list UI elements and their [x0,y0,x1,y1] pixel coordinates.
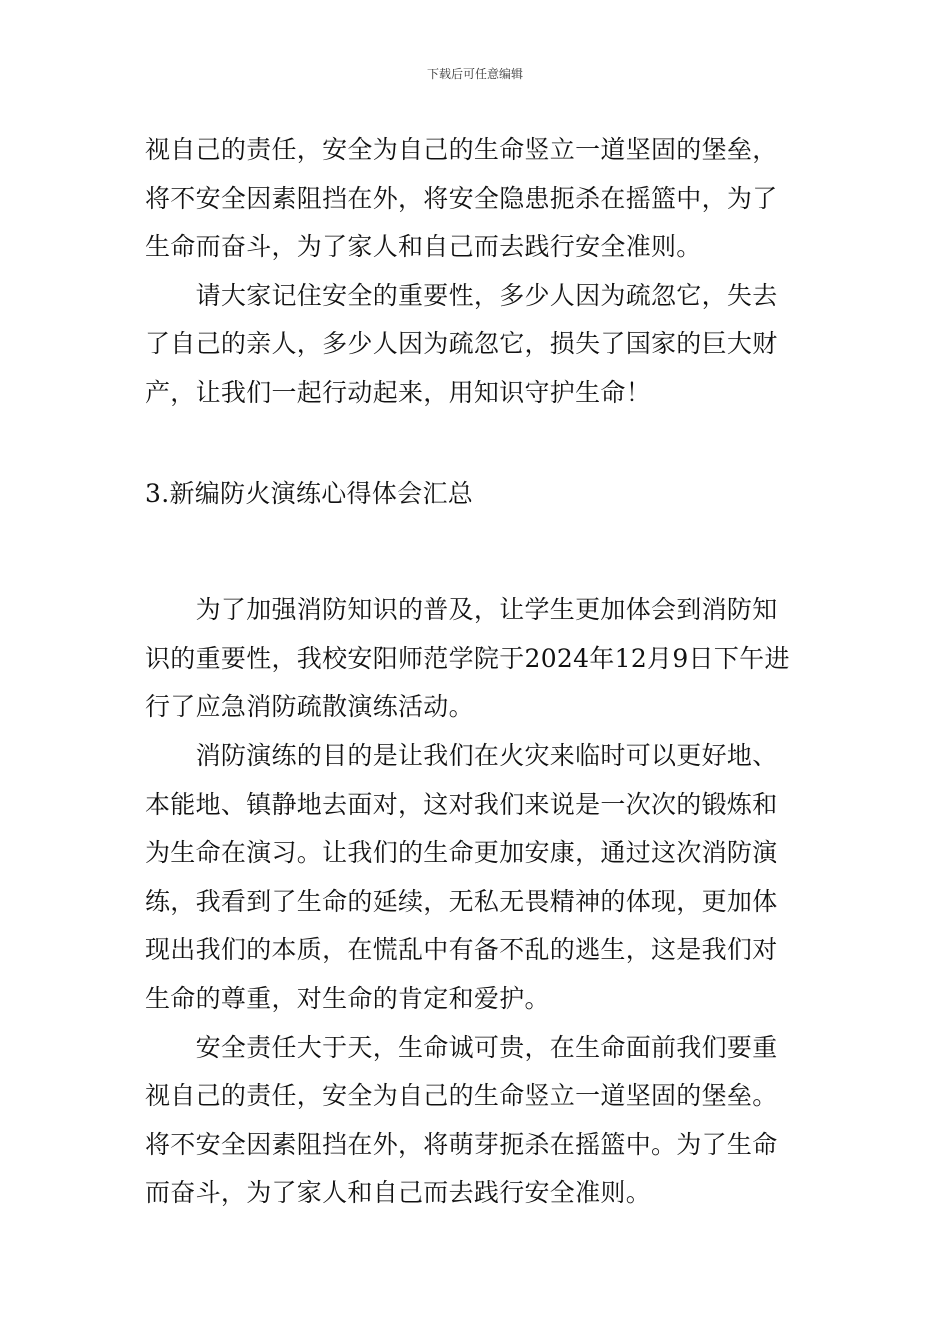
section-heading: 3.新编防火演练心得体会汇总 [145,478,474,508]
text-line: 将不安全因素阻挡在外，将安全隐患扼杀在摇篮中，为了 [145,183,778,213]
text-line: 行了应急消防疏散演练活动。 [145,692,474,722]
spacer [145,418,805,470]
page-header: 下载后可任意编辑 [426,67,523,81]
text-line: 识的重要性，我校安阳师范学院于2024年12月9日下午进 [145,643,790,673]
text-line: 视自己的责任，安全为自己的生命竖立一道坚固的堡垒。 [145,1081,778,1111]
paragraph [145,732,805,1024]
paragraph [145,1024,805,1218]
text-line: 生命的尊重，对生命的肯定和爱护。 [145,983,550,1013]
text-line: 产，让我们一起行动起来，用知识守护生命！ [145,377,652,407]
text-line: 视自己的责任，安全为自己的生命竖立一道坚固的堡垒， [145,135,778,164]
text-line: 为生命在演习。让我们的生命更加安康，通过这次消防演 [145,838,778,868]
paragraph [145,272,805,418]
text-line: 将不安全因素阻挡在外，将萌芽扼杀在摇篮中。为了生命 [145,1129,778,1159]
text-line: 安全责任大于天，生命诚可贵，在生命面前我们要重 [145,1032,778,1062]
text-line: 本能地、镇静地去面对，这对我们来说是一次次的锻炼和 [145,789,778,819]
text-line: 消防演练的目的是让我们在火灾来临时可以更好地、 [145,740,778,770]
paragraph [145,586,805,732]
text-line: 练，我看到了生命的延续，无私无畏精神的体现，更加体 [145,886,778,916]
text-line: 而奋斗，为了家人和自己而去践行安全准则。 [145,1178,652,1208]
paragraph [145,126,805,272]
text-line: 了自己的亲人，多少人因为疏忽它，损失了国家的巨大财 [145,329,778,359]
spacer [145,518,805,586]
text-line: 现出我们的本质，在慌乱中有备不乱的逃生，这是我们对 [145,935,778,965]
text-line: 为了加强消防知识的普及，让学生更加体会到消防知 [145,595,778,625]
document-body [145,126,805,1218]
text-line: 请大家记住安全的重要性，多少人因为疏忽它，失去 [145,280,778,310]
text-line: 生命而奋斗，为了家人和自己而去践行安全准则。 [145,232,702,262]
